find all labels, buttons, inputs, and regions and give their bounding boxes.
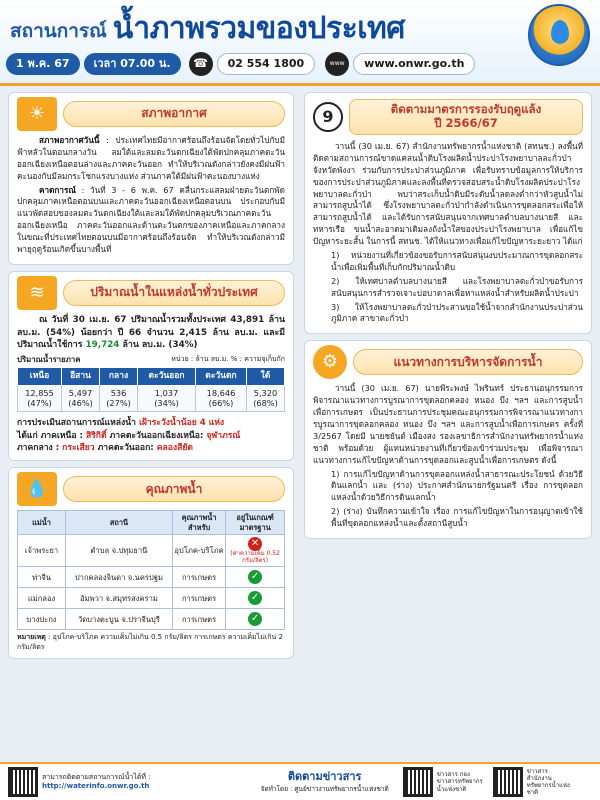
region-pct: (34%) <box>154 398 179 409</box>
assess-region-central: ภาคกลาง : <box>17 442 63 453</box>
assess-east-dam: คลองสียัด <box>156 442 193 453</box>
check-icon: ✓ <box>248 591 262 605</box>
region-name: เหนือ <box>18 368 62 385</box>
check-icon: ✓ <box>248 570 262 584</box>
page-footer <box>0 762 600 800</box>
note-label: หมายเหตุ <box>17 633 46 642</box>
right-column <box>304 92 592 545</box>
web-icon: www <box>325 52 349 76</box>
assess-central-dam: กระเสียว <box>62 442 95 453</box>
region-name: อีสาน <box>62 368 100 385</box>
footer-left <box>42 773 151 792</box>
region-table-caption <box>17 354 285 365</box>
region-pct: (68%) <box>253 398 278 409</box>
usable-volume: 19,724 <box>85 340 120 351</box>
region-cell <box>100 385 138 411</box>
region-value: 1,037 <box>154 387 179 398</box>
table-row <box>18 588 285 609</box>
standard-status <box>226 567 285 588</box>
weather-today-text: : ประเทศไทยมีอากาศร้อนถึงร้อนจัดโดยทั่วไปกับมีฟ้าหลัวในตอนกลางวัน ลมใต้และลมตะวันตกเฉียงใต้พัดปกคลุมภาคตะวันออกเฉียงเหนือตอนล่างและภาคตะวันออก ทำให้บริเวณดังกล่าวยังคงมีฝนฟ้าคะนองกับมีลมกระโชกแรงบางแห่ง ส่วนภาคใต้มีฝนฟ้าคะนองบางแห่ง <box>17 135 285 181</box>
region-name: กลาง <box>100 368 138 385</box>
assess-region-east: ภาคตะวันออก: <box>94 442 157 453</box>
management-header <box>313 345 583 379</box>
check-icon: ✓ <box>248 612 262 626</box>
water-drops-icon: 💧 <box>17 472 57 506</box>
drought-measures-section <box>304 92 592 334</box>
region-value: 18,646 <box>206 387 236 398</box>
assess-region-ne: ภาคตะวันออกเฉียงเหนือ: <box>106 430 207 441</box>
weather-forecast-text: : วันที่ 3 - 6 พ.ค. 67 คลื่นกระแสลมฝ่ายตะวันตกพัดปกคลุมภาคเหนือตอนบนและภาคตะวันออกเฉียงเหนือตอนบน ประกอบกับมีแนวพัดสอบของลมตะวันตกเฉียงใต้และลมใต้พัดปกคลุมบริเวณภาคตะวันออกเฉียงเหนือ ภาคตะวันออกและด้านตะวันตกของภาคเหนือและภาคกลาง ในขณะที่ประเทศไทยตอนบนมีอากาศร้อนถึงร้อนจัด ทำให้บริเวณดังกล่าวมีพายุฤดูร้อนเกิดขึ้นบางพื้นที่ <box>17 184 285 255</box>
weather-forecast <box>17 185 285 256</box>
river-name: เจ้าพระยา <box>18 534 66 566</box>
reservoir-summary <box>17 314 285 352</box>
table-row <box>18 534 285 566</box>
weather-forecast-label: คาดการณ์ <box>39 184 76 195</box>
region-table-unit: หน่วย : ล้าน ลบ.ม. % : ความจุเก็บกัก <box>171 355 285 364</box>
assess-north-dam: สิริกิติ์ <box>85 430 107 441</box>
waterinfo-link[interactable]: http://waterinfo.onwr.go.th <box>42 782 150 790</box>
weather-sun-cloud-icon: ☀ <box>17 97 57 131</box>
footer-news-1: ข่าวสาร กองข่าวสารทรัพยากรน้ำแห่งชาติ <box>436 771 483 793</box>
reservoir-assessment <box>17 417 285 454</box>
region-cell <box>18 385 62 411</box>
quality-note <box>17 633 285 652</box>
qr-code-icon[interactable] <box>8 767 38 797</box>
footer-title: ติดตามข่าวสาร <box>287 770 362 784</box>
water-quality-table <box>17 510 285 630</box>
gear-icon: ⚙ <box>313 345 347 379</box>
standard-status <box>226 588 285 609</box>
left-column <box>8 92 294 665</box>
note-text: : อุปโภค-บริโภค ความเค็มไม่เกิน 0.5 กรัม/ลิตร การเกษตร ความเค็มไม่เกิน 2 กรัม/ลิตร <box>17 633 283 651</box>
region-value: 5,320 <box>253 387 278 398</box>
phone-icon: ☎ <box>189 52 213 76</box>
table-row <box>18 567 285 588</box>
region-value-row <box>18 385 285 411</box>
reservoir-section <box>8 271 294 462</box>
weather-title: สภาพอากาศ <box>63 101 285 127</box>
reservoir-header <box>17 276 285 310</box>
website-link[interactable]: www.onwr.go.th <box>353 53 475 75</box>
weather-today <box>17 135 285 183</box>
management-paragraph: วานนี้ (30 เม.ย. 67) นายพีระพงษ์ ไพรินทร์ ประธานอนุกรรมการพิจารณาแนวทางการบูรณาการขุดลอกคลอง หนอง บึง ฯลฯ และการสูบน้ำเพื่อการเกษตร เป็นประธานการประชุมคณะอนุกรรมการพิจารณาแนวทางการบูรณาการขุดลอกคลอง หนอง บึง ฯลฯ และการสูบน้ำเพื่อการเกษตร ครั้งที่ 3/2567 โดยมี นายชยันต์ เมืองสง รองเลขาธิการสำนักงานทรัพยากรน้ำแห่งชาติ พร้อมด้วย ผู้แทนหน่วยงานที่เกี่ยวข้องเข้าร่วมประชุม เพื่อพิจารณาแนวทางการแก้ไขปัญหาด้านการขุดลอกและสูบน้ำเพื่อการเกษตร ดังนี้ <box>313 383 583 465</box>
station-name: อัมพวา จ.สมุทรสงคราม <box>66 588 173 609</box>
col-standard: อยู่ในเกณฑ์มาตรฐาน <box>226 511 285 535</box>
drought-title <box>349 99 583 135</box>
water-drop-icon <box>551 20 569 44</box>
region-name: ตะวันตก <box>195 368 246 385</box>
drought-title-line1: ติดตามมาตรการรองรับฤดูแล้ง <box>390 102 542 117</box>
qr-code-icon[interactable] <box>493 767 523 797</box>
standard-status <box>226 609 285 630</box>
management-title: แนวทางการบริหารจัดการน้ำ <box>353 349 583 375</box>
standard-status <box>226 534 285 566</box>
management-item: 1) การแก้ไขปัญหาด้านการขุดลอกแหล่งน้ำสาธารณะประโยชน์ ด้วยวิธีดินแลกน้ำ และ (ร่าง) ประกาศสำนักนายกรัฐมนตรี เรื่อง การขุดลอกแหล่งน้ำด้วยวิธีการดินแลกน้ำ <box>331 468 583 503</box>
report-time: เวลา 07.00 น. <box>84 53 181 75</box>
dam-icon: ≋ <box>17 276 57 310</box>
region-header-row <box>18 368 285 385</box>
river-name: แม่กลอง <box>18 588 66 609</box>
region-cell <box>138 385 196 411</box>
assess-region-north: ได้แก่ ภาคเหนือ : <box>17 430 86 441</box>
station-name: ตำบล จ.ปทุมธานี <box>66 534 173 566</box>
drought-paragraph: วานนี้ (30 เม.ย. 67) สำนักงานทรัพยากรน้ำแห่งชาติ (สทนช.) ลงพื้นที่ติดตามสถานการณ์ขาดแคลนน้ำดิบโรงผลิตน้ำประปาโรงพยาบาลละกั่วป่า จังหวัดพังงา ร่วมกับการประปาส่วนภูมิภาค เพื่อรับทราบข้อมูลการให้บริการของการประปาส่วนภูมิภาคและลงพื้นที่ตรวจสอบสระน้ำดิบโรงผลิตประปาโรงพยาบาลตะกั่วป่า พบว่าสระเก็บน้ำดิบมีระดับน้ำลดลงต่ำกว่าหัวสูบน้ำไม่สามารถสูบน้ำได้ ซึ่งโรงพยาบาลตะกั่วป่ากำลังดำเนินการขุดลอกสระเพื่อให้สามารถสูบน้ำได้ และได้รับการสนับสนุนจากเทศบาลตำบลบางนายสี และทหารเรือ ขนน้ำสะอาดมาเติมลงถังน้ำใสของประปาโรงพยาบาล เพื่อแก้ไขปัญหาระยะสั้น ในการนี้ สทนช. ได้ให้แนวทางเพื่อแก้ไขปัญหาระยะยาว ได้แก่ <box>313 141 583 247</box>
assess-ne-dam: จุฬาภรณ์ <box>206 430 241 441</box>
region-name: ใต้ <box>246 368 284 385</box>
use-type: อุปโภค-บริโภค <box>172 534 225 566</box>
region-cell <box>195 385 246 411</box>
water-quality-section <box>8 467 294 659</box>
drought-title-line2: ปี 2566/67 <box>434 116 498 130</box>
region-cell <box>246 385 284 411</box>
use-type: การเกษตร <box>172 609 225 630</box>
use-type: การเกษตร <box>172 567 225 588</box>
region-pct: (66%) <box>208 398 234 409</box>
qr-code-icon[interactable] <box>403 767 433 797</box>
weather-section <box>8 92 294 265</box>
region-volume-table <box>17 367 285 412</box>
management-section <box>304 340 592 539</box>
management-item: 2) (ร่าง) บันทึกความเข้าใจ เรื่อง การแก้ไขปัญหาในการอนุญาตเข้าใช้พื้นที่ขุดลอกแหล่งน้ำและตั้งสถานีสูบน้ำ <box>331 506 583 529</box>
table-row <box>18 609 285 630</box>
col-station: สถานี <box>66 511 173 535</box>
river-name: บางปะกง <box>18 609 66 630</box>
page-title: น้ำภาพรวมของประเทศ <box>112 10 405 46</box>
assess-watch: เฝ้าระวังน้ำน้อย 4 แห่ง <box>138 418 225 429</box>
col-river: แม่น้ำ <box>18 511 66 535</box>
quality-title: คุณภาพน้ำ <box>63 476 285 502</box>
drought-item: 1) หน่วยงานที่เกี่ยวข้องขอรับการสนับสนุนงบประมาณการขุดลอกสระน้ำเพื่อเพิ่มพื้นที่เก็บกักปริมาณน้ำดิบ <box>331 250 583 272</box>
footer-subtitle: จัดทำโดย : ศูนย์ข่าวงานทรัพยากรน้ำแห่งชาติ <box>260 785 389 794</box>
use-type: การเกษตร <box>172 588 225 609</box>
footer-center <box>261 769 389 794</box>
river-name: ท่าจีน <box>18 567 66 588</box>
assess-label: การประเมินสถานการณ์แหล่งน้ำ <box>17 418 139 429</box>
region-table-title: ปริมาณน้ำรายภาค <box>17 355 81 365</box>
salinity-note: (ค่าความเค็ม 0.52 กรัม/ลิตร) <box>230 549 280 564</box>
weather-today-label: สภาพอากาศวันนี้ <box>39 135 100 145</box>
region-value: 536 <box>110 387 127 398</box>
region-pct: (27%) <box>106 398 131 409</box>
quality-header <box>17 472 285 506</box>
region-pct: (47%) <box>27 398 52 409</box>
region-pct: (46%) <box>68 398 93 409</box>
page-header <box>0 0 600 86</box>
report-date: 1 พ.ค. 67 <box>6 53 80 75</box>
info-row <box>6 52 485 76</box>
region-name: ตะวันออก <box>138 368 196 385</box>
reservoir-title: ปริมาณน้ำในแหล่งน้ำทั่วประเทศ <box>63 280 285 306</box>
quality-header-row <box>18 511 285 535</box>
region-cell <box>62 385 100 411</box>
footer-follow-text: สามารถติดตามสถานการณ์น้ำได้ที่ : <box>42 772 151 781</box>
reservoir-summary-b: ล้าน ลบ.ม. (34%) <box>119 340 198 351</box>
col-use: คุณภาพน้ำสำหรับ <box>172 511 225 535</box>
cross-icon: ✕ <box>248 537 262 551</box>
station-name: ปากคลองจินดา จ.นครปฐม <box>66 567 173 588</box>
title-prefix: สถานการณ์ <box>10 20 107 43</box>
footer-news-2: ข่าวสาร สำนักงานทรัพยากรน้ำแห่งชาติ <box>526 767 570 797</box>
drought-item: 2) ให้เทศบาลตำบลบางนายสี และโรงพยาบาลตะกั่วป่าขอรับการสนับสนุนการสำรวจเจาะบ่อบาดาลเพื่อหาแหล่งน้ำสำหรับผลิตน้ำประปา <box>331 275 583 298</box>
station-name: วัดบางตะบูน จ.ปราจีนบุรี <box>66 609 173 630</box>
region-value: 5,497 <box>68 387 93 398</box>
weather-header <box>17 97 285 131</box>
onwr-logo <box>528 4 590 66</box>
region-value: 12,855 <box>25 387 54 398</box>
drought-header <box>313 97 583 137</box>
drought-item: 3) ให้โรงพยาบาลตะกั่วป่าประสานขอใช้น้ำจากสำนักงานประปาส่วนภูมิภาค สาขาตะกั่วป่า <box>331 301 583 324</box>
reservoir-summary-a: ณ วันที่ 30 เม.ย. 67 ปริมาณน้ำรวมทั้งประเทศ 43,891 ล้าน ลบ.ม. (54%) น้อยกว่า ปี 66 จำนวน 2,415 ล้าน ลบ.ม. และมีปริมาณน้ำใช้การ <box>17 314 285 351</box>
title-row <box>10 6 405 50</box>
measure-number: 9 <box>313 102 343 132</box>
phone-number[interactable]: 02 554 1800 <box>217 53 316 75</box>
